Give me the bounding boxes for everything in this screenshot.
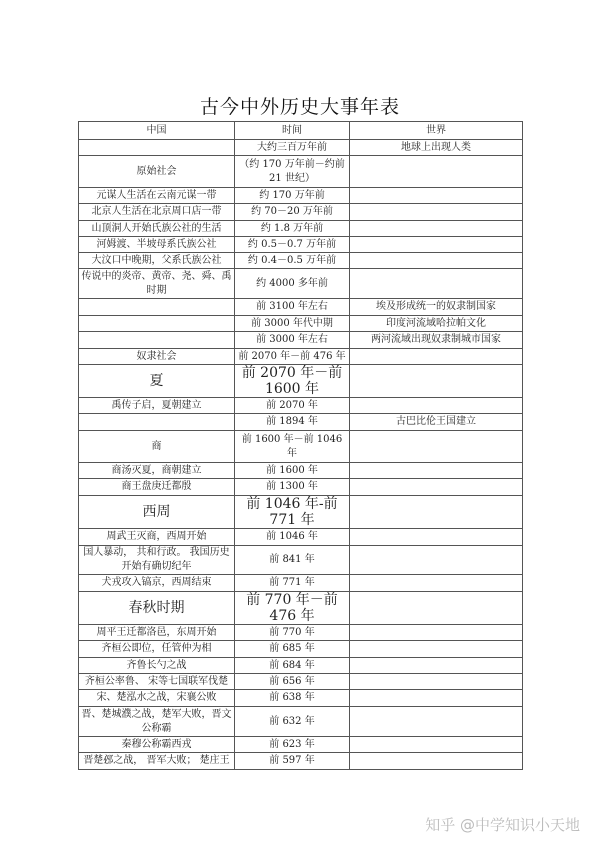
cell-china	[79, 316, 235, 332]
cell-world	[350, 690, 523, 707]
cell-time: 前 685 年	[235, 641, 350, 658]
document-title: 古今中外历史大事年表	[199, 96, 400, 118]
cell-china: 传说中的炎帝、黄帝、尧、舜、禹时期	[79, 269, 235, 299]
table-row	[79, 332, 523, 349]
cell-world	[350, 707, 523, 737]
cell-time: 前 771 年	[235, 575, 350, 592]
cell-world	[350, 237, 523, 253]
cell-world	[350, 625, 523, 641]
cell-time: 前 597 年	[235, 753, 350, 770]
cell-china: 西周	[79, 496, 235, 529]
cell-china	[79, 140, 235, 156]
cell-time: 前 623 年	[235, 737, 350, 753]
cell-china	[79, 414, 235, 431]
cell-china: 大汶口中晚期，父系氏族公社	[79, 253, 235, 269]
header-world: 世界	[350, 122, 523, 140]
cell-world	[350, 592, 523, 625]
cell-world	[350, 156, 523, 188]
cell-time: 约 4000 多年前	[235, 269, 350, 299]
table-row	[79, 349, 523, 365]
table-row	[79, 253, 523, 269]
table-row	[79, 707, 523, 737]
cell-time: 约 70－20 万年前	[235, 204, 350, 221]
cell-world	[350, 431, 523, 463]
cell-time: 前 684 年	[235, 658, 350, 674]
cell-world	[350, 575, 523, 592]
table-row	[79, 237, 523, 253]
table-row	[79, 316, 523, 332]
table-row	[79, 463, 523, 479]
cell-china: 齐鲁长勺之战	[79, 658, 235, 674]
cell-time: 前 1046 年	[235, 529, 350, 546]
cell-world	[350, 496, 523, 529]
table-row	[79, 398, 523, 414]
table-row	[79, 496, 523, 529]
cell-time: 约 170 万年前	[235, 188, 350, 204]
cell-world: 埃及形成统一的奴隶制国家	[350, 299, 523, 316]
cell-world	[350, 398, 523, 414]
cell-world	[350, 658, 523, 674]
cell-time: 约 0.4－0.5 万年前	[235, 253, 350, 269]
table-row	[79, 479, 523, 496]
cell-world	[350, 546, 523, 575]
table-row	[79, 156, 523, 188]
cell-world	[350, 737, 523, 753]
table-row	[79, 431, 523, 463]
cell-time: 前 3000 年代中期	[235, 316, 350, 332]
cell-china: 秦穆公称霸西戎	[79, 737, 235, 753]
cell-time: 前 1600 年－前 1046 年	[235, 431, 350, 463]
cell-china: 宋、楚泓水之战，宋襄公败	[79, 690, 235, 707]
cell-china: 犬戎攻入镐京，西周结束	[79, 575, 235, 592]
cell-world	[350, 674, 523, 690]
cell-china: 商汤灭夏，商朝建立	[79, 463, 235, 479]
cell-time: 前 3000 年左右	[235, 332, 350, 349]
table-row	[79, 641, 523, 658]
table-row	[79, 546, 523, 575]
header-time: 时间	[235, 122, 350, 140]
table-header-row	[79, 122, 523, 140]
cell-time: 前 2070 年－前 1600 年	[235, 365, 350, 398]
cell-time: 前 770 年－前 476 年	[235, 592, 350, 625]
table-row	[79, 269, 523, 299]
history-table	[78, 121, 523, 770]
cell-china: 周武王灭商，西周开始	[79, 529, 235, 546]
cell-time: 约 1.8 万年前	[235, 221, 350, 237]
cell-world	[350, 349, 523, 365]
table-row	[79, 592, 523, 625]
cell-time: 前 2070 年－前 476 年	[235, 349, 350, 365]
cell-china: 奴隶社会	[79, 349, 235, 365]
cell-time: 约 0.5－0.7 万年前	[235, 237, 350, 253]
cell-china	[79, 299, 235, 316]
cell-china: 山顶洞人开始氏族公社的生活	[79, 221, 235, 237]
cell-time: 前 841 年	[235, 546, 350, 575]
table-row	[79, 529, 523, 546]
cell-china: 商	[79, 431, 235, 463]
cell-time: 前 3100 年左右	[235, 299, 350, 316]
cell-china: 元谋人生活在云南元谋一带	[79, 188, 235, 204]
table-row	[79, 737, 523, 753]
table-row	[79, 753, 523, 770]
cell-world: 古巴比伦王国建立	[350, 414, 523, 431]
cell-china: 春秋时期	[79, 592, 235, 625]
cell-china: 河姆渡、半坡母系氏族公社	[79, 237, 235, 253]
table-row	[79, 690, 523, 707]
cell-china: 原始社会	[79, 156, 235, 188]
table-row	[79, 221, 523, 237]
cell-china: 禹传子启，夏朝建立	[79, 398, 235, 414]
cell-china	[79, 332, 235, 349]
cell-china: 商王盘庚迁都殷	[79, 479, 235, 496]
table-row	[79, 140, 523, 156]
cell-world	[350, 479, 523, 496]
cell-time: 前 656 年	[235, 674, 350, 690]
cell-world	[350, 221, 523, 237]
table-row	[79, 414, 523, 431]
cell-china: 国人暴动， 共和行政。 我国历史开始有确切纪年	[79, 546, 235, 575]
cell-world	[350, 753, 523, 770]
cell-world	[350, 188, 523, 204]
cell-world	[350, 269, 523, 299]
cell-time: （约 170 万年前－约前 21 世纪）	[235, 156, 350, 188]
table-row	[79, 674, 523, 690]
watermark: 知乎 @中学知识小天地	[425, 816, 580, 834]
cell-china: 晋楚邲之战， 晋军大败； 楚庄王	[79, 753, 235, 770]
cell-china: 齐桓公即位，任管仲为相	[79, 641, 235, 658]
cell-time: 前 1046 年-前 771 年	[235, 496, 350, 529]
header-china: 中国	[79, 122, 235, 140]
table-row	[79, 365, 523, 398]
cell-time: 前 1300 年	[235, 479, 350, 496]
cell-time: 前 1600 年	[235, 463, 350, 479]
cell-world	[350, 463, 523, 479]
cell-world: 印度河流域哈拉帕文化	[350, 316, 523, 332]
cell-world: 地球上出现人类	[350, 140, 523, 156]
cell-time: 前 638 年	[235, 690, 350, 707]
cell-time: 前 1894 年	[235, 414, 350, 431]
cell-world	[350, 204, 523, 221]
cell-china: 夏	[79, 365, 235, 398]
cell-world	[350, 253, 523, 269]
cell-china: 晋、楚城濮之战，楚军大败，晋文公称霸	[79, 707, 235, 737]
table-row	[79, 625, 523, 641]
cell-china: 周平王迁都洛邑，东周开始	[79, 625, 235, 641]
table-row	[79, 658, 523, 674]
cell-world	[350, 365, 523, 398]
cell-time: 前 770 年	[235, 625, 350, 641]
cell-time: 前 2070 年	[235, 398, 350, 414]
table-row	[79, 204, 523, 221]
cell-china: 北京人生活在北京周口店一带	[79, 204, 235, 221]
cell-world	[350, 641, 523, 658]
cell-china: 齐桓公率鲁、 宋等七国联军伐楚	[79, 674, 235, 690]
table-row	[79, 575, 523, 592]
cell-world: 两河流域出现奴隶制城市国家	[350, 332, 523, 349]
cell-world	[350, 529, 523, 546]
table-row	[79, 188, 523, 204]
cell-time: 前 632 年	[235, 707, 350, 737]
table-row	[79, 299, 523, 316]
cell-time: 大约三百万年前	[235, 140, 350, 156]
